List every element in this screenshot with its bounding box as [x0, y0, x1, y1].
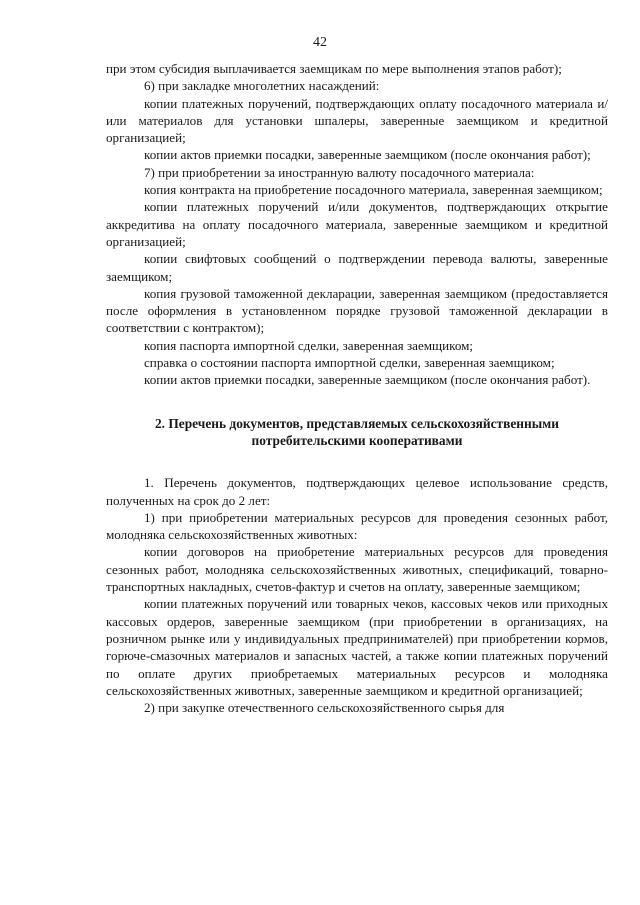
paragraph: копия контракта на приобретение посадочного материала, заверенная заемщиком;: [144, 182, 603, 198]
paragraph: копии актов приемки посадки, заверенные заемщиком (после окончания работ);: [144, 147, 591, 163]
paragraph: копии платежных поручений и/или документов, подтверждающих открытие аккредитива на оплату посадочного материала, заверенные заемщиком и кредитной организацией;: [106, 199, 608, 249]
paragraph: 6) при закладке многолетних насаждений:: [144, 78, 380, 94]
paragraph: копии договоров на приобретение материальных ресурсов для проведения сезонных работ, молодняка сельскохозяйственных животных, спецификаций, товарно-транспортных накладных, счетов-фактур и счетов на оплату, заверенные заемщиком;: [106, 544, 608, 595]
document-body: [106, 60, 608, 716]
section-heading: 2. Перечень документов, представляемых сельскохозяйственными потребительскими кооперативами: [154, 415, 559, 448]
paragraph: 1) при приобретении материальных ресурсов для проведения сезонных работ, молодняка сельскохозяйственных животных:: [106, 509, 608, 543]
paragraph: копии свифтовых сообщений о подтверждении перевода валюты, заверенные заемщиком;: [106, 251, 608, 284]
paragraph: 2) при закупке отечественного сельскохозяйственного сырья для: [144, 700, 505, 716]
paragraph: справка о состоянии паспорта импортной сделки, заверенная заемщиком;: [144, 355, 555, 371]
paragraph: 1. Перечень документов, подтверждающих целевое использование средств, полученных на срок до 2 лет:: [106, 475, 608, 508]
top-paragraphs: [106, 60, 608, 389]
bottom-paragraphs: [106, 474, 608, 716]
paragraph: при этом субсидия выплачивается заемщикам по мере выполнения этапов работ);: [106, 61, 562, 76]
paragraph: копия паспорта импортной сделки, заверенная заемщиком;: [144, 337, 474, 353]
paragraph: копии актов приемки посадки, заверенные заемщиком (после окончания работ).: [144, 372, 591, 388]
paragraph: 7) при приобретении за иностранную валюту посадочного материала:: [144, 164, 535, 180]
spacer: [106, 449, 608, 474]
paragraph: копия грузовой таможенной декларации, заверенная заемщиком (предоставляется после оформления в установленном порядке грузовой таможенной декларации в соответствии с контрактом);: [106, 285, 608, 336]
paragraph: копии платежных поручений, подтверждающих оплату посадочного материала и/или материалов для установки шпалеры, заверенные заемщиком и кредитной организацией;: [106, 95, 608, 146]
paragraph: копии платежных поручений или товарных чеков, кассовых чеков или приходных кассовых ордеров, заверенные заемщиком (при приобретении в организациях, на розничном рынке или у индивидуальных предпринимателей) при приобретении кормов, горюче-смазочных материалов и запасных частей, а также копии платежных поручений по оплате других приобретаемых материальных ресурсов и молодняка сельскохозяйственных животных, заверенные заемщиком и кредитной организацией;: [106, 596, 608, 698]
spacer: [106, 389, 608, 415]
page-number: 42: [313, 35, 327, 50]
